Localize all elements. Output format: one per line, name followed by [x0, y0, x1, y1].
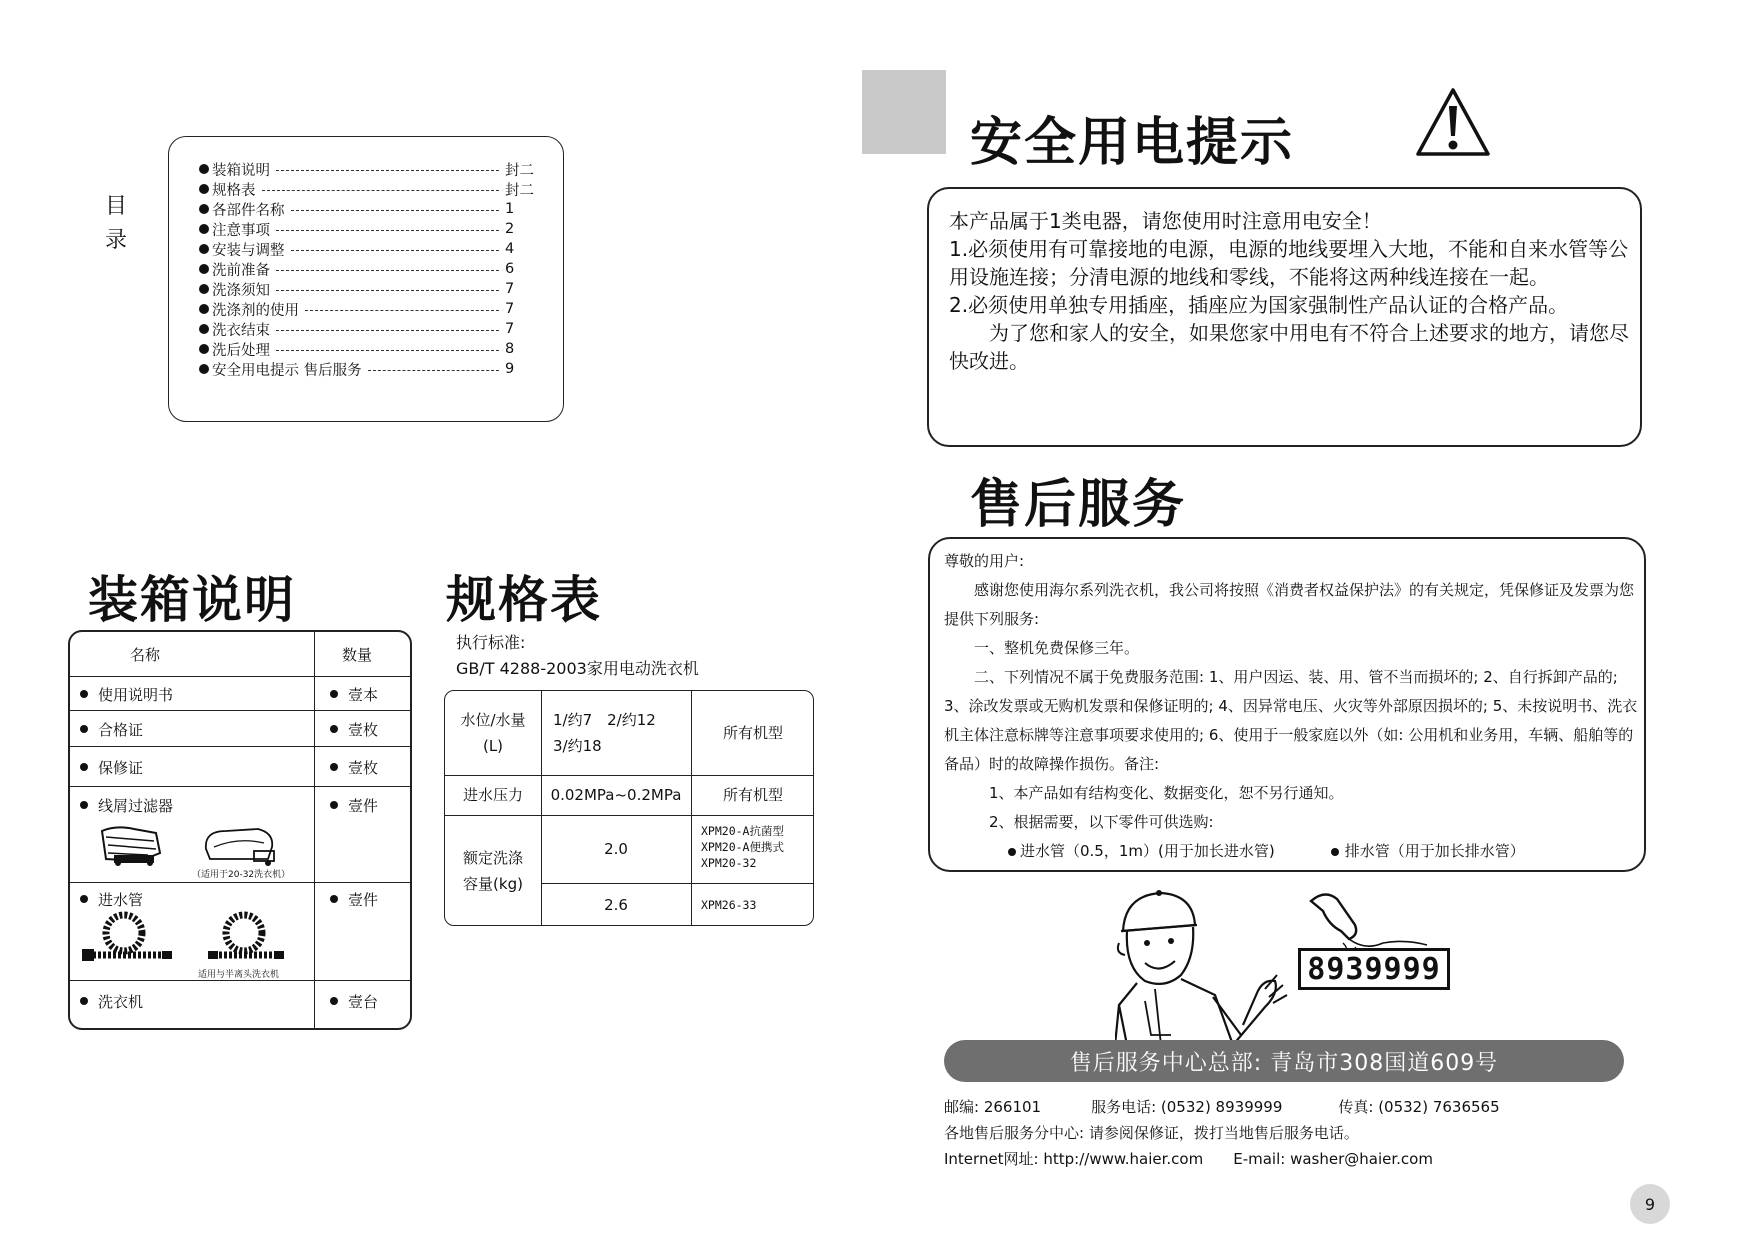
- toc-item-title: 安全用电提示 售后服务: [212, 362, 362, 379]
- packing-title: 装箱说明: [88, 571, 296, 629]
- safety-text: [949, 207, 1629, 375]
- water-level-models: 所有机型: [722, 724, 783, 742]
- packing-row: [70, 882, 410, 980]
- packing-item-qty: 壹枚: [348, 758, 379, 777]
- service-note: 1、本产品如有结构变化、数据变化，恕不另行通知。: [989, 784, 1344, 802]
- service-text: [944, 547, 1638, 866]
- water-pressure-models: 所有机型: [722, 786, 783, 804]
- safety-paragraph: 为了您和家人的安全，如果您家中用电有不符合上述要求的地方，请您尽快改进。: [949, 321, 1629, 373]
- safety-paragraph: 本产品属于1类电器，请您使用时注意用电安全！: [949, 209, 1382, 233]
- service-phone: 服务电话: (0532) 8939999: [1091, 1098, 1283, 1116]
- packing-row: [70, 786, 410, 882]
- toc-item[interactable]: [199, 179, 539, 199]
- packing-item-name: 合格证: [98, 720, 144, 739]
- toc-list: [199, 159, 539, 379]
- water-pressure-label: 进水压力: [462, 786, 523, 804]
- service-options: [1008, 837, 1638, 866]
- lint-filter-illustration-2: [198, 825, 282, 867]
- section-marker: [862, 70, 946, 154]
- capacity-model: XPM20-32: [701, 856, 757, 870]
- lint-filter-note: （适用于20-32洗衣机）: [192, 870, 291, 880]
- service-note: 2、根据需要，以下零件可供选购:: [989, 813, 1214, 831]
- toc-item[interactable]: [199, 199, 539, 219]
- bullet-icon: [330, 725, 338, 733]
- packing-item-name: 使用说明书: [98, 685, 174, 704]
- bullet-icon: [199, 364, 209, 374]
- lint-filter-illustration: [98, 823, 166, 867]
- capacity-model: XPM20-A抗菌型: [701, 824, 784, 838]
- toc-item[interactable]: [199, 279, 539, 299]
- postcode: 邮编: 266101: [944, 1098, 1042, 1116]
- toc-item-page: 9: [505, 361, 515, 377]
- packing-table: [68, 630, 412, 1030]
- bullet-icon: [330, 997, 338, 1005]
- toc-item-page: 1: [505, 201, 515, 217]
- toc-leader: [276, 270, 499, 271]
- packing-row: [70, 676, 410, 710]
- spec-standard-value: GB/T 4288-2003家用电动洗衣机: [456, 659, 699, 678]
- toc-item-page: 6: [505, 261, 515, 277]
- bullet-icon: [80, 801, 88, 809]
- service-title: 售后服务: [970, 475, 1187, 535]
- service-option-text: 排水管（用于加长排水管）: [1344, 842, 1525, 860]
- fax: 传真: (0532) 7636565: [1338, 1098, 1500, 1116]
- water-level-label-line1: 水位/水量: [460, 711, 526, 729]
- bullet-icon: [1331, 848, 1339, 856]
- toc-item-page: 7: [505, 281, 515, 297]
- water-level-value-line2: 3/约18: [553, 737, 602, 755]
- inlet-hose-illustration-2: [198, 909, 290, 965]
- spec-standard-label: 执行标准:: [456, 633, 526, 652]
- packing-item-qty: 壹件: [348, 890, 379, 909]
- bullet-icon: [80, 997, 88, 1005]
- service-box: [928, 537, 1646, 872]
- toc-item[interactable]: [199, 239, 539, 259]
- toc-item-title: 洗后处理: [212, 342, 270, 359]
- safety-paragraph: 2.必须使用单独专用插座，插座应为国家强制性产品认证的合格产品。: [949, 293, 1569, 317]
- packing-item-qty: 壹台: [348, 992, 379, 1011]
- service-option: [1008, 837, 1275, 866]
- bullet-icon: [330, 690, 338, 698]
- packing-row: [70, 710, 410, 746]
- bullet-icon: [1008, 848, 1016, 856]
- water-level-label: [445, 691, 541, 775]
- service-option-text: 进水管（0.5，1m）(用于加长进水管): [1020, 842, 1275, 860]
- bullet-icon: [199, 224, 209, 234]
- bullet-icon: [80, 895, 88, 903]
- toc-item-page: 4: [505, 241, 515, 257]
- packing-row: [70, 980, 410, 1030]
- bullet-icon: [80, 763, 88, 771]
- toc-label: 目录: [104, 194, 127, 253]
- water-pressure-value: 0.02MPa~0.2MPa: [550, 786, 682, 804]
- service-greeting: 尊敬的用户:: [944, 552, 1025, 570]
- toc-leader: [305, 310, 499, 311]
- toc-item[interactable]: [199, 219, 539, 239]
- toc-item-title: 洗衣结束: [212, 322, 270, 339]
- packing-header-name: 名称: [130, 645, 161, 664]
- hotline-number: 8939999: [1298, 948, 1450, 990]
- contact-info: [944, 1094, 1500, 1172]
- hq-address-banner: 售后服务中心总部: 青岛市308国道609号: [944, 1040, 1624, 1082]
- toc-leader: [262, 190, 500, 191]
- toc-item[interactable]: [199, 339, 539, 359]
- toc-item[interactable]: [199, 159, 539, 179]
- inlet-hose-illustration: [80, 909, 176, 965]
- toc-item-title: 洗前准备: [212, 262, 270, 279]
- toc-box: [168, 136, 564, 422]
- bullet-icon: [330, 763, 338, 771]
- toc-item-title: 各部件名称: [212, 202, 285, 219]
- toc-leader: [368, 370, 499, 371]
- bullet-icon: [199, 344, 209, 354]
- capacity-row2-models: XPM26-33: [701, 898, 757, 912]
- toc-item-page: 封二: [505, 162, 534, 179]
- toc-leader: [291, 250, 500, 251]
- bullet-icon: [199, 244, 209, 254]
- water-level-value-line1: 1/约7 2/约12: [553, 711, 656, 729]
- toc-item-title: 洗涤剂的使用: [212, 302, 299, 319]
- packing-item-name: 进水管: [98, 890, 144, 909]
- packing-item-qty: 壹本: [348, 685, 379, 704]
- toc-leader: [276, 170, 499, 171]
- toc-leader: [291, 210, 500, 211]
- packing-item-name: 保修证: [98, 758, 144, 777]
- water-level-value: [553, 691, 691, 775]
- toc-item[interactable]: [199, 359, 539, 379]
- toc-item-page: 7: [505, 301, 515, 317]
- toc-item-page: 8: [505, 341, 515, 357]
- toc-leader: [276, 350, 499, 351]
- capacity-row1-value: 2.0: [604, 840, 628, 858]
- toc-item[interactable]: [199, 299, 539, 319]
- bullet-icon: [199, 324, 209, 334]
- service-intro: 感谢您使用海尔系列洗衣机，我公司将按照《消费者权益保护法》的有关规定，凭保修证及发票为您提供下列服务:: [944, 581, 1635, 628]
- toc-item-title: 洗涤须知: [212, 282, 270, 299]
- website-link[interactable]: Internet网址: http://www.haier.com: [944, 1150, 1204, 1168]
- packing-row: [70, 746, 410, 786]
- warning-icon: [1414, 86, 1492, 158]
- safety-title: 安全用电提示: [970, 113, 1295, 173]
- toc-item[interactable]: [199, 319, 539, 339]
- toc-item-title: 安装与调整: [212, 242, 285, 259]
- capacity-label-line1: 额定洗涤: [462, 849, 523, 867]
- bullet-icon: [199, 304, 209, 314]
- bullet-icon: [199, 184, 209, 194]
- toc-item-title: 装箱说明: [212, 162, 270, 179]
- service-item: 二、下列情况不属于免费服务范围: 1、用户因运、装、用、管不当而损坏的; 2、自行拆卸产品的; 3、涂改发票或无购机发票和保修证明的; 4、因异常电压、火灾等外部原因损坏的; 5、未按说明书、洗衣机主体注意标牌等注意事项要求使用的; 6、使用于一般家庭以外（如: 公用机和业务用，车辆、船舶等的备品）时的故障操作损伤。备注:: [944, 668, 1638, 773]
- spec-table: [444, 690, 814, 926]
- toc-leader: [276, 290, 499, 291]
- service-option: [1331, 837, 1525, 866]
- bullet-icon: [199, 264, 209, 274]
- capacity-label: [445, 815, 541, 927]
- toc-item-title: 注意事项: [212, 222, 270, 239]
- bullet-icon: [330, 801, 338, 809]
- capacity-model: XPM20-A便携式: [701, 840, 784, 854]
- water-level-label-line2: (L): [482, 737, 504, 755]
- packing-item-name: 洗衣机: [98, 992, 144, 1011]
- toc-leader: [276, 230, 499, 231]
- inlet-hose-note: 适用与半离头洗衣机: [198, 970, 280, 980]
- capacity-row1-models: [701, 823, 784, 871]
- spec-title: 规格表: [446, 571, 602, 629]
- packing-item-qty: 壹枚: [348, 720, 379, 739]
- bullet-icon: [199, 284, 209, 294]
- safety-paragraph: 1.必须使用有可靠接地的电源，电源的地线要埋入大地，不能和自来水管等公用设施连接；分清电源的地线和零线，不能将这两种线连接在一起。: [949, 237, 1629, 289]
- toc-item-page: 2: [505, 221, 515, 237]
- toc-leader: [276, 330, 499, 331]
- packing-item-qty: 壹件: [348, 796, 379, 815]
- bullet-icon: [330, 895, 338, 903]
- bullet-icon: [80, 725, 88, 733]
- packing-header-qty: 数量: [342, 645, 373, 664]
- toc-item[interactable]: [199, 259, 539, 279]
- branch-service-note: 各地售后服务分中心: 请参阅保修证，拨打当地售后服务电话。: [944, 1124, 1359, 1142]
- packing-item-name: 线屑过滤器: [98, 796, 174, 815]
- capacity-label-line2: 容量(kg): [463, 875, 523, 893]
- toc-item-page: 7: [505, 321, 515, 337]
- service-item: 一、整机免费保修三年。: [974, 639, 1140, 657]
- email-link[interactable]: E-mail: washer@haier.com: [1233, 1150, 1433, 1168]
- bullet-icon: [80, 690, 88, 698]
- capacity-row2-value: 2.6: [604, 896, 628, 914]
- bullet-icon: [199, 204, 209, 214]
- toc-item-title: 规格表: [212, 182, 256, 199]
- page-number: 9: [1630, 1184, 1670, 1224]
- toc-item-page: 封二: [505, 182, 534, 199]
- safety-box: [927, 187, 1642, 447]
- bullet-icon: [199, 164, 209, 174]
